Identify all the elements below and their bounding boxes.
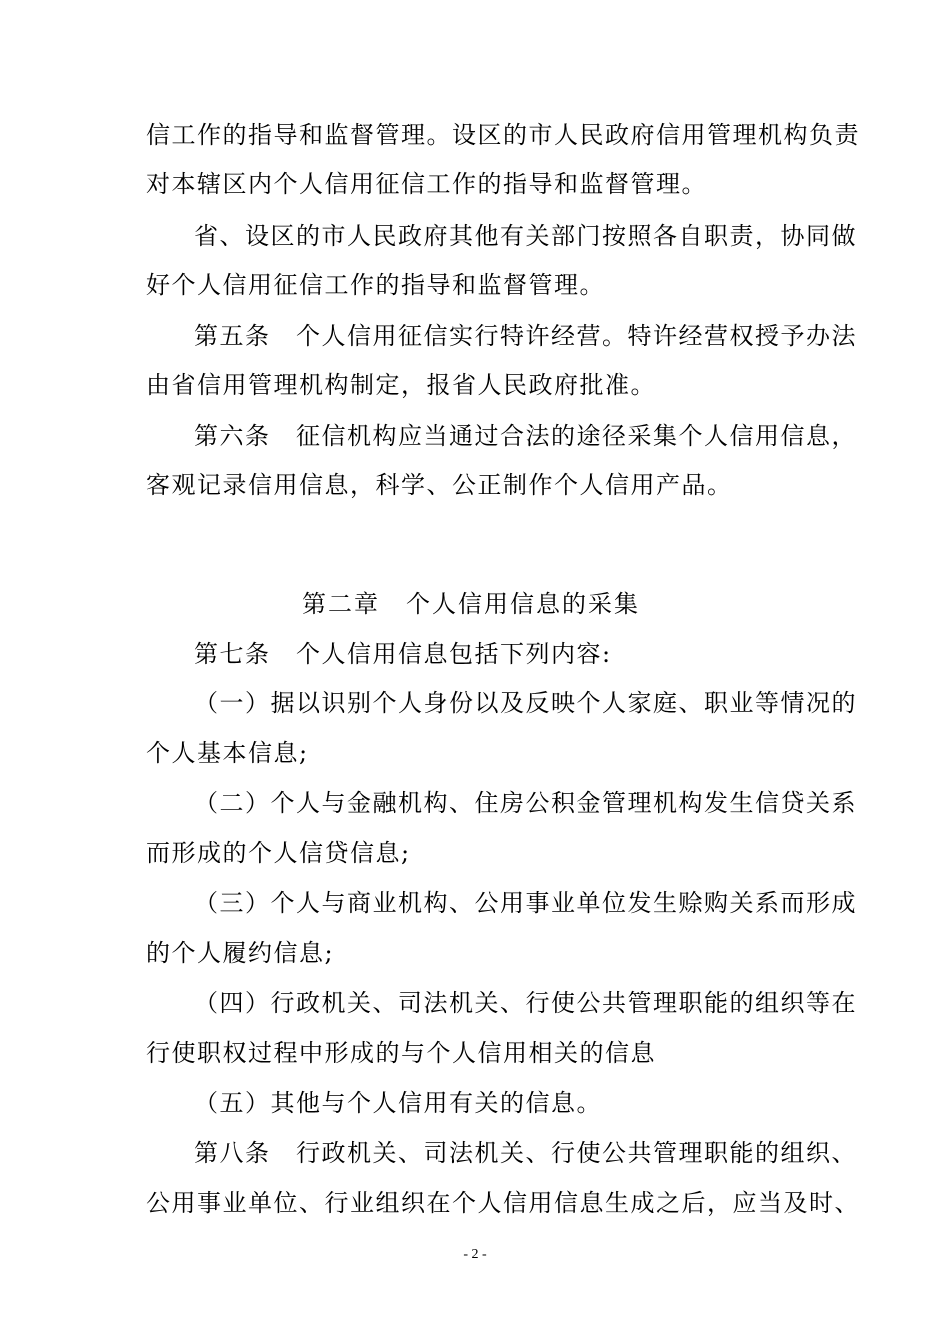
page-number: - 2 -: [463, 1247, 487, 1262]
